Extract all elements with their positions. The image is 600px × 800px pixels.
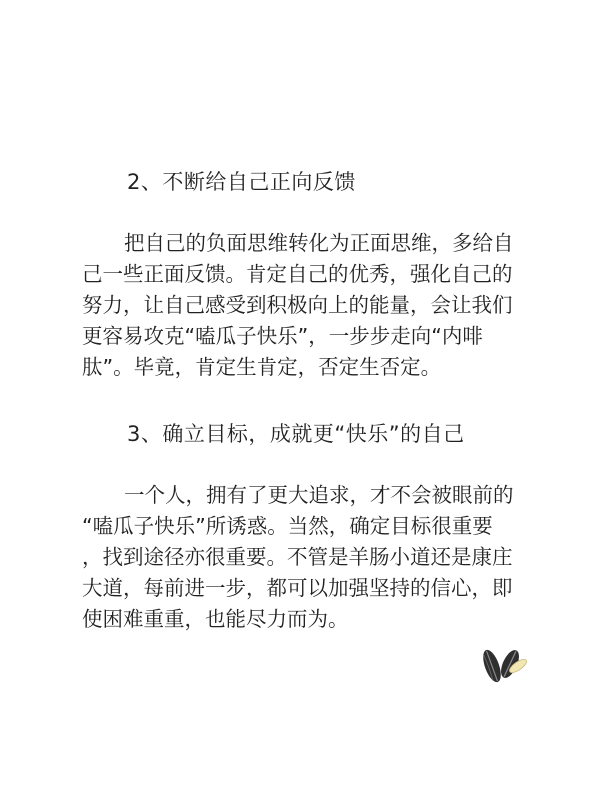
paragraph-line: 大道，每前进一步，都可以加强坚持的信心，即 [82, 576, 513, 600]
sunflower-seeds-icon [478, 640, 528, 688]
paragraph-line: ，找到途径亦很重要。不管是羊肠小道还是康庄 [82, 545, 513, 569]
paragraph-line: 更容易攻克“嗑瓜子快乐”，一步步走向“内啡 [82, 324, 483, 348]
paragraph-line: “嗑瓜子快乐”所诱惑。当然，确定目标很重要 [82, 514, 493, 538]
paragraph-line: 使困难重重，也能尽力而为。 [82, 607, 349, 631]
heading-section-2: 2、不断给自己正向反馈 [127, 170, 356, 194]
paragraph-section-3 [82, 480, 522, 635]
heading-section-3: 3、确立目标，成就更“快乐”的自己 [127, 422, 465, 446]
paragraph-line: 肽”。毕竟，肯定生肯定，否定生否定。 [82, 355, 442, 379]
paragraph-section-2 [82, 228, 522, 383]
paragraph-line: 一个人，拥有了更大追求，才不会被眼前的 [124, 483, 514, 507]
paragraph-line: 把自己的负面思维转化为正面思维，多给自 [124, 231, 514, 255]
paragraph-line: 努力，让自己感受到积极向上的能量，会让我们 [82, 293, 513, 317]
paragraph-line: 己一些正面反馈。肯定自己的优秀，强化自己的 [82, 262, 513, 286]
